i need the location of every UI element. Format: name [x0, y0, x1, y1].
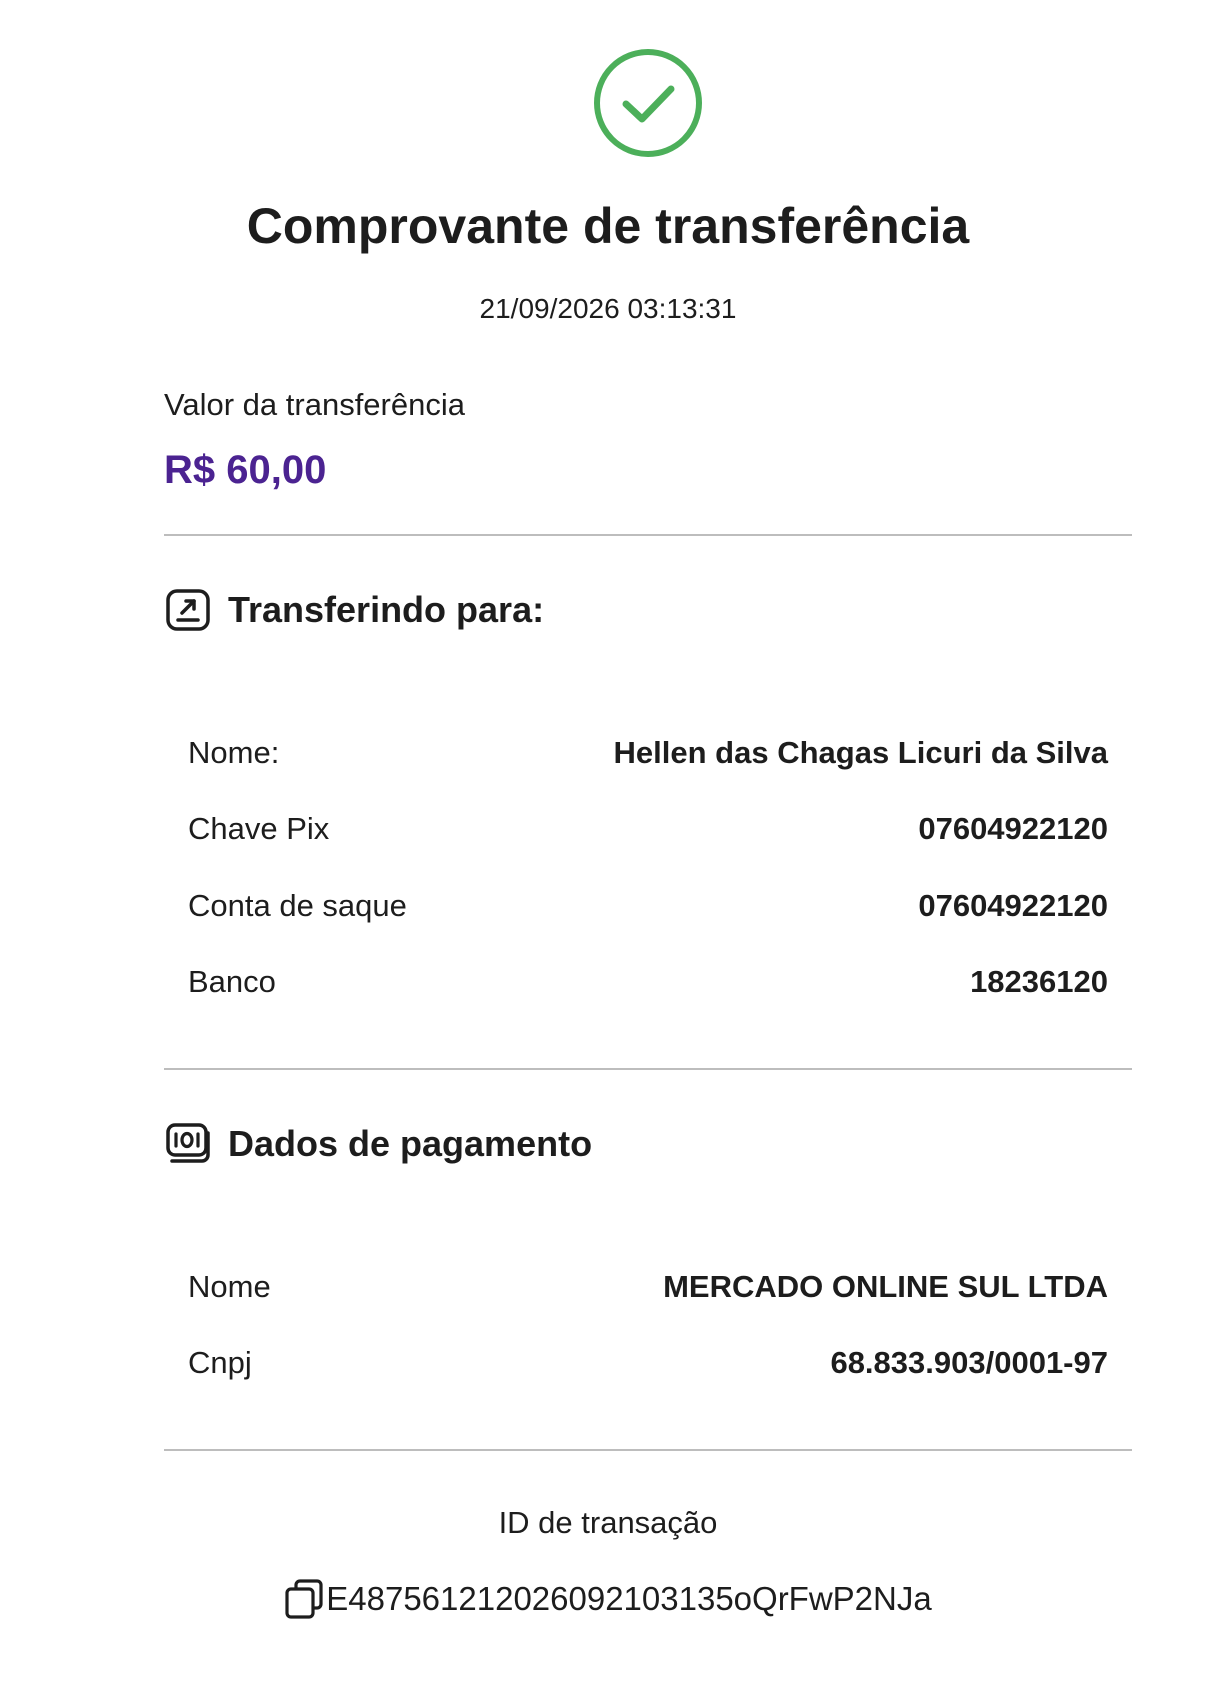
account-value: 07604922120 — [918, 888, 1108, 923]
transaction-id-label: ID de transação — [498, 1505, 718, 1540]
cnpj-value: 68.833.903/0001-97 — [830, 1345, 1108, 1380]
account-label: Conta de saque — [188, 888, 407, 923]
transaction-id-row[interactable] — [0, 1578, 1216, 1620]
divider — [164, 534, 1132, 536]
page-title: Comprovante de transferência — [246, 198, 970, 254]
payer-name-value: MERCADO ONLINE SUL LTDA — [663, 1269, 1108, 1304]
bank-value: 18236120 — [970, 964, 1108, 999]
money-bill-icon — [165, 1122, 211, 1166]
copy-icon[interactable] — [284, 1578, 324, 1620]
recipient-section-title: Transferindo para: — [228, 589, 545, 630]
divider — [164, 1068, 1132, 1070]
amount-value: R$ 60,00 — [164, 448, 327, 492]
payment-section-title: Dados de pagamento — [228, 1123, 593, 1164]
payer-name-label: Nome — [188, 1269, 271, 1304]
recipient-name-label: Nome: — [188, 735, 280, 770]
arrow-up-right-square-icon — [165, 588, 211, 632]
recipient-name-value: Hellen das Chagas Licuri da Silva — [613, 735, 1108, 770]
bank-label: Banco — [188, 964, 276, 999]
transaction-id-value: E48756121202609210313​5oQrFwP2NJa — [326, 1580, 932, 1617]
transfer-timestamp: 21/09/2026 03:13:31 — [479, 293, 737, 324]
amount-label: Valor da transferência — [164, 387, 465, 422]
pix-key-value: 07604922120 — [918, 811, 1108, 846]
check-circle-icon — [591, 46, 705, 160]
cnpj-label: Cnpj — [188, 1345, 252, 1380]
pix-key-label: Chave Pix — [188, 811, 330, 846]
divider — [164, 1449, 1132, 1451]
